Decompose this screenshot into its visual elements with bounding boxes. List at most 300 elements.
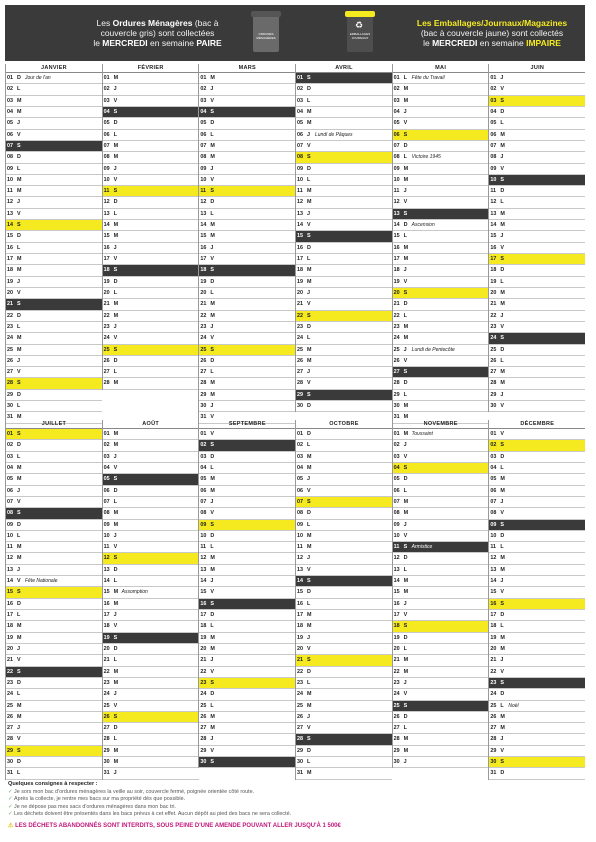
day-row xyxy=(393,209,489,220)
day-row xyxy=(296,130,392,141)
weekday-letter: M xyxy=(210,75,215,81)
day-number: 08 xyxy=(200,510,207,517)
day-number: 31 xyxy=(490,770,497,777)
weekday-letter: V xyxy=(210,668,214,675)
day-number: 19 xyxy=(200,634,207,641)
weekday-letter: M xyxy=(210,555,215,562)
day-number: 03 xyxy=(103,97,110,104)
day-number: 16 xyxy=(7,600,13,607)
weekday-letter: M xyxy=(403,256,409,262)
weekday-letter: D xyxy=(307,589,311,596)
day-row xyxy=(6,486,102,497)
month-column xyxy=(198,420,295,768)
day-row xyxy=(489,689,585,700)
day-number: 22 xyxy=(490,668,497,675)
recycle-icon: ♻ xyxy=(355,20,364,30)
weekday-letter: S xyxy=(500,521,504,528)
weekday-letter: M xyxy=(307,702,312,709)
day-number: 11 xyxy=(490,544,497,551)
day-number: 09 xyxy=(490,521,497,528)
weekday-letter: M xyxy=(17,702,22,709)
weekday-letter: M xyxy=(403,747,409,754)
day-number: 16 xyxy=(393,244,400,251)
day-row xyxy=(393,84,489,95)
weekday-letter: V xyxy=(113,544,118,551)
weekday-letter: S xyxy=(500,759,504,766)
weekday-letter: L xyxy=(307,256,311,262)
day-number: 28 xyxy=(297,380,303,387)
weekday-letter: V xyxy=(403,278,408,285)
weekday-letter: J xyxy=(113,244,117,251)
day-row xyxy=(103,209,199,220)
day-number: 03 xyxy=(200,453,207,460)
day-row xyxy=(489,440,585,451)
day-number: 12 xyxy=(393,555,400,562)
day-row xyxy=(103,311,199,322)
month-column xyxy=(102,64,199,390)
day-row xyxy=(296,587,392,598)
weekday-letter: L xyxy=(500,199,504,206)
day-row xyxy=(489,531,585,542)
day-row xyxy=(296,277,392,288)
day-number: 14 xyxy=(200,578,207,585)
day-row xyxy=(393,734,489,745)
day-number: 23 xyxy=(393,679,400,686)
day-number: 31 xyxy=(200,414,207,421)
day-number: 21 xyxy=(490,657,497,664)
day-row xyxy=(103,84,199,95)
day-number: 01 xyxy=(7,75,13,81)
yellow-bin-icon: ♻ EMBALLAGES JOURNAUX xyxy=(347,14,373,52)
weekday-letter: J xyxy=(500,391,504,398)
day-number: 07 xyxy=(490,142,497,149)
month-name: FÉVRIER xyxy=(103,64,199,73)
day-row xyxy=(103,299,199,310)
day-row xyxy=(393,243,489,254)
day-number: 16 xyxy=(490,244,497,251)
day-row xyxy=(103,520,199,531)
month-name: DÉCEMBRE xyxy=(489,420,585,429)
day-number: 15 xyxy=(490,233,497,240)
day-row xyxy=(103,367,199,378)
day-row xyxy=(296,723,392,734)
weekday-letter: D xyxy=(17,312,21,319)
day-row xyxy=(6,701,102,712)
weekday-letter: M xyxy=(113,521,119,528)
day-row xyxy=(393,689,489,700)
day-number: 06 xyxy=(393,131,400,138)
weekday-letter: S xyxy=(113,346,118,353)
weekday-letter: S xyxy=(210,442,214,449)
day-row xyxy=(296,576,392,587)
month-name: MAI xyxy=(393,64,489,73)
day-number: 24 xyxy=(393,335,400,342)
weekday-letter: S xyxy=(210,679,214,686)
day-number: 10 xyxy=(297,176,303,183)
day-row xyxy=(199,96,295,107)
instruction-item: ✓Je sors mon bac d'ordures ménagères la veille au soir, couvercle fermé, poignée orientée côté route. xyxy=(8,788,255,795)
day-row xyxy=(393,486,489,497)
day-number: 21 xyxy=(393,301,400,308)
weekday-letter: L xyxy=(403,233,407,240)
day-number: 12 xyxy=(297,555,303,562)
day-number: 10 xyxy=(103,532,110,539)
day-row xyxy=(103,152,199,163)
day-row xyxy=(103,757,199,768)
day-number: 23 xyxy=(7,323,13,330)
day-number: 18 xyxy=(103,267,110,274)
day-row xyxy=(199,508,295,519)
weekday-letter: S xyxy=(307,312,311,319)
weekday-letter: L xyxy=(210,369,214,376)
weekday-letter: D xyxy=(500,770,505,777)
day-number: 02 xyxy=(200,442,207,449)
day-number: 08 xyxy=(103,510,110,517)
weekday-letter: D xyxy=(403,301,408,308)
day-row xyxy=(296,265,392,276)
day-number: 10 xyxy=(297,532,303,539)
day-number: 28 xyxy=(103,736,110,743)
day-number: 14 xyxy=(103,222,110,229)
weekday-letter: V xyxy=(307,566,311,573)
day-row xyxy=(6,401,102,412)
day-number: 15 xyxy=(200,589,207,596)
weekday-letter: J xyxy=(113,770,117,777)
weekday-letter: J xyxy=(500,578,504,585)
weekday-letter: M xyxy=(17,176,22,183)
weekday-letter: M xyxy=(403,244,409,251)
day-row xyxy=(393,757,489,768)
day-number: 17 xyxy=(297,612,303,618)
weekday-letter: S xyxy=(113,267,118,274)
day-row xyxy=(6,542,102,553)
day-row xyxy=(489,565,585,576)
holiday-note: Assomption xyxy=(121,589,148,596)
weekday-letter: S xyxy=(307,233,311,240)
weekday-letter: J xyxy=(210,165,214,172)
day-number: 06 xyxy=(490,131,497,138)
weekday-letter: M xyxy=(500,289,505,296)
day-row xyxy=(6,186,102,197)
day-row xyxy=(393,520,489,531)
day-row xyxy=(6,440,102,451)
day-row xyxy=(296,655,392,666)
day-row xyxy=(489,474,585,485)
day-row xyxy=(6,175,102,186)
day-number: 09 xyxy=(490,165,497,172)
day-number: 02 xyxy=(103,86,110,93)
weekday-letter: M xyxy=(17,713,22,720)
day-number: 02 xyxy=(200,86,207,93)
weekday-letter: M xyxy=(500,131,505,138)
weekday-letter: L xyxy=(210,131,214,138)
day-row xyxy=(199,311,295,322)
weekday-letter: S xyxy=(307,498,311,505)
day-row xyxy=(199,152,295,163)
day-number: 25 xyxy=(200,346,207,353)
day-number: 28 xyxy=(7,736,13,743)
day-number: 05 xyxy=(393,476,400,483)
day-row xyxy=(296,621,392,632)
day-number: 13 xyxy=(393,566,400,573)
day-row xyxy=(393,599,489,610)
day-row xyxy=(393,288,489,299)
day-number: 07 xyxy=(297,142,303,149)
day-row xyxy=(489,429,585,440)
day-row xyxy=(199,497,295,508)
day-row xyxy=(103,231,199,242)
weekday-letter: D xyxy=(113,357,118,364)
weekday-letter: J xyxy=(403,188,407,195)
day-row xyxy=(103,118,199,129)
weekday-letter: J xyxy=(210,498,214,505)
day-number: 26 xyxy=(200,357,207,364)
instructions-title: Quelques consignes à respecter : xyxy=(8,781,98,787)
weekday-letter: J xyxy=(403,600,407,607)
day-row xyxy=(199,712,295,723)
day-row xyxy=(103,542,199,553)
day-row xyxy=(6,107,102,118)
day-row xyxy=(6,452,102,463)
day-number: 28 xyxy=(103,380,110,387)
day-row xyxy=(489,576,585,587)
weekday-letter: L xyxy=(113,210,117,217)
day-row xyxy=(6,723,102,734)
weekday-letter: D xyxy=(210,120,215,127)
weekday-letter: S xyxy=(113,476,118,483)
weekday-letter: J xyxy=(17,487,20,494)
day-number: 20 xyxy=(7,289,13,296)
day-number: 28 xyxy=(490,380,497,387)
day-number: 20 xyxy=(393,645,400,652)
day-row xyxy=(199,633,295,644)
day-row xyxy=(489,734,585,745)
day-row xyxy=(393,265,489,276)
day-row xyxy=(393,440,489,451)
day-row xyxy=(393,311,489,322)
day-number: 11 xyxy=(200,188,207,195)
holiday-note: Lundi de Pâques xyxy=(315,131,353,138)
day-number: 23 xyxy=(393,323,400,330)
day-row xyxy=(103,689,199,700)
day-number: 04 xyxy=(200,108,207,115)
day-number: 15 xyxy=(103,589,110,596)
weekday-letter: V xyxy=(17,578,21,585)
day-number: 09 xyxy=(393,165,400,172)
day-number: 21 xyxy=(297,301,303,308)
day-row xyxy=(296,508,392,519)
weekday-letter: D xyxy=(403,380,408,387)
weekday-letter: M xyxy=(210,222,215,229)
grey-bin-info: Les Ordures Ménagères (bac à couvercle gris) sont collectées le MERCREDI en semaine PAIRE xyxy=(93,18,222,48)
check-icon: ✓ xyxy=(8,803,13,810)
day-row xyxy=(103,186,199,197)
day-row xyxy=(199,429,295,440)
day-number: 25 xyxy=(200,702,207,709)
weekday-letter: V xyxy=(17,131,21,138)
day-number: 12 xyxy=(490,199,497,206)
weekday-letter: D xyxy=(17,233,21,240)
weekday-letter: M xyxy=(210,645,215,652)
day-number: 08 xyxy=(393,154,400,161)
weekday-letter: V xyxy=(17,369,21,376)
day-number: 17 xyxy=(393,612,400,618)
day-row xyxy=(296,299,392,310)
day-row xyxy=(296,96,392,107)
day-row xyxy=(489,164,585,175)
yellow-bin-info: Les Emballages/Journaux/Magazines (bac à couvercle jaune) sont collectés le MERCREDI en semaine IMPAIRE xyxy=(416,18,568,48)
weekday-letter: L xyxy=(210,702,214,709)
day-number: 10 xyxy=(7,176,13,183)
day-row xyxy=(199,186,295,197)
weekday-letter: M xyxy=(113,589,119,596)
day-number: 09 xyxy=(7,165,13,172)
day-row xyxy=(489,463,585,474)
day-number: 21 xyxy=(103,657,110,664)
weekday-letter: S xyxy=(210,188,214,195)
weekday-letter: M xyxy=(210,725,215,732)
day-row xyxy=(103,333,199,344)
day-row xyxy=(6,553,102,564)
weekday-letter: V xyxy=(17,498,21,505)
day-number: 27 xyxy=(103,369,110,376)
day-row xyxy=(489,107,585,118)
weekday-letter: M xyxy=(500,476,505,483)
weekday-letter: L xyxy=(210,623,214,630)
day-number: 12 xyxy=(200,199,207,206)
day-number: 26 xyxy=(393,357,400,364)
day-number: 13 xyxy=(7,566,13,573)
month-column xyxy=(102,420,199,780)
weekday-letter: M xyxy=(403,165,409,172)
day-number: 18 xyxy=(200,267,207,274)
weekday-letter: D xyxy=(500,691,505,698)
day-row xyxy=(6,678,102,689)
weekday-letter: V xyxy=(210,176,214,183)
day-number: 04 xyxy=(7,464,13,471)
weekday-letter: S xyxy=(17,301,21,308)
weekday-letter: M xyxy=(113,668,119,675)
day-row xyxy=(6,356,102,367)
day-number: 11 xyxy=(7,188,13,195)
day-row xyxy=(6,734,102,745)
day-row xyxy=(103,508,199,519)
day-number: 15 xyxy=(297,233,303,240)
day-row xyxy=(296,542,392,553)
day-row xyxy=(296,440,392,451)
day-number: 23 xyxy=(7,679,13,686)
weekday-letter: D xyxy=(17,679,21,686)
day-number: 20 xyxy=(103,645,110,652)
day-row xyxy=(103,553,199,564)
weekday-letter: D xyxy=(113,645,118,652)
weekday-letter: J xyxy=(17,566,20,573)
weekday-letter: M xyxy=(210,142,215,149)
weekday-letter: S xyxy=(307,154,311,161)
day-number: 05 xyxy=(200,120,207,127)
day-row xyxy=(489,311,585,322)
day-row xyxy=(199,610,295,621)
day-row xyxy=(296,768,392,779)
day-number: 04 xyxy=(7,108,13,115)
day-number: 21 xyxy=(200,657,207,664)
day-number: 20 xyxy=(7,645,13,652)
day-number: 12 xyxy=(103,199,110,206)
day-number: 26 xyxy=(7,713,13,720)
weekday-letter: L xyxy=(210,210,214,217)
holiday-note: Noël xyxy=(508,702,519,709)
day-row xyxy=(393,367,489,378)
weekday-letter: D xyxy=(113,725,118,732)
day-number: 01 xyxy=(297,431,303,437)
day-number: 27 xyxy=(103,725,110,732)
day-number: 20 xyxy=(200,289,207,296)
weekday-letter: J xyxy=(210,578,214,585)
day-number: 13 xyxy=(490,210,497,217)
weekday-letter: S xyxy=(500,600,504,607)
day-row xyxy=(393,118,489,129)
weekday-letter: M xyxy=(403,431,409,437)
day-row xyxy=(489,746,585,757)
weekday-letter: D xyxy=(403,555,408,562)
day-number: 11 xyxy=(200,544,207,551)
day-row xyxy=(393,633,489,644)
day-number: 22 xyxy=(103,668,110,675)
day-number: 16 xyxy=(200,244,207,251)
weekday-letter: L xyxy=(17,323,21,330)
weekday-letter: D xyxy=(500,188,505,195)
check-icon: ✓ xyxy=(8,796,13,802)
weekday-letter: D xyxy=(113,566,118,573)
weekday-letter: V xyxy=(307,725,311,732)
weekday-letter: L xyxy=(307,335,311,342)
day-number: 06 xyxy=(7,487,13,494)
day-row xyxy=(103,96,199,107)
weekday-letter: D xyxy=(307,510,311,517)
weekday-letter: D xyxy=(403,476,408,483)
day-row xyxy=(199,378,295,389)
day-row xyxy=(6,746,102,757)
day-number: 29 xyxy=(297,391,303,398)
day-number: 24 xyxy=(393,691,400,698)
day-number: 15 xyxy=(490,589,497,596)
weekday-letter: D xyxy=(500,532,505,539)
weekday-letter: V xyxy=(17,657,21,664)
day-number: 27 xyxy=(7,369,13,376)
day-row xyxy=(6,311,102,322)
day-number: 10 xyxy=(103,176,110,183)
weekday-letter: J xyxy=(113,86,117,93)
day-number: 03 xyxy=(200,97,207,104)
day-number: 27 xyxy=(393,725,400,732)
weekday-letter: M xyxy=(210,301,215,308)
weekday-letter: J xyxy=(500,498,504,505)
day-row xyxy=(489,84,585,95)
weekday-letter: L xyxy=(17,691,21,698)
day-number: 29 xyxy=(490,747,497,754)
day-row xyxy=(296,378,392,389)
weekday-letter: M xyxy=(307,199,312,206)
day-row xyxy=(489,610,585,621)
day-row xyxy=(296,73,392,84)
day-number: 22 xyxy=(393,312,400,319)
weekday-letter: V xyxy=(403,199,408,206)
day-number: 09 xyxy=(103,165,110,172)
day-number: 30 xyxy=(200,759,207,766)
weekday-letter: L xyxy=(500,623,504,630)
day-number: 13 xyxy=(200,566,207,573)
day-number: 19 xyxy=(297,634,303,641)
